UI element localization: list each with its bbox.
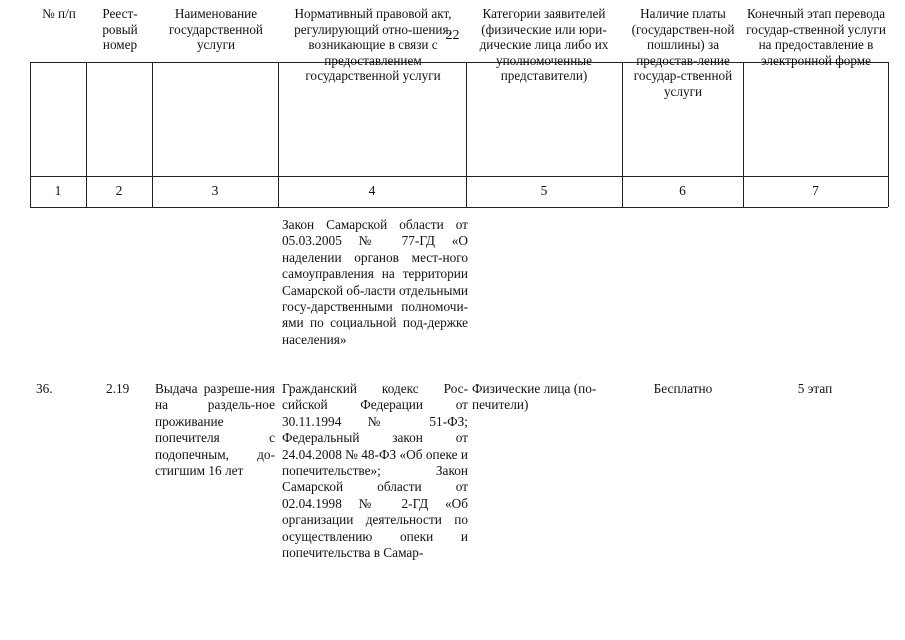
header-col-3: Наименование государственной услуги — [169, 6, 263, 53]
header-col-4: Нормативный правовой акт, регулирующий отно-шения, возникающие в связи с предоставлением государственной услуги — [294, 6, 452, 84]
page-number: 22 — [445, 28, 460, 43]
table-row — [0, 381, 905, 581]
legal-acts: Гражданский кодекс Рос-сийской Федерации от 30.11.1994 № 51-ФЗ; Федеральный закон от 24.04.2008 № 48-ФЗ «Об опеке и попечительстве»; Закон Самарской области от 02.04.1998 № 2-ГД «Об организации деятельности по осуществлению опеки и попечительства в Самар- — [282, 381, 468, 561]
header-col-5: Категории заявителей (физические или юри-дические лица либо их уполномоченные представители) — [479, 6, 609, 84]
header-col-6: Наличие платы (государствен-ной пошлины) за предостав-ление государ-ственной услуги — [631, 6, 735, 99]
column-number-7: 7 — [812, 183, 819, 198]
continued-legal-act: Закон Самарской области от 05.03.2005 № 77-ГД «О наделении органов мест-ного самоуправления на территории Самарской об-ласти отдельными госу-дарственными полномочи-ями по социальной под-держке населения» — [282, 217, 469, 347]
column-number-4: 4 — [368, 183, 376, 198]
service-name: Выдача разреше-ния на раздель-ное проживание попечителя с подопечным, до-стигшим 16 лет — [155, 381, 275, 479]
column-number-6: 6 — [679, 183, 686, 198]
header-col-7: Конечный этап перевода государ-ственной услуги на предоставление в электронной форме — [746, 6, 886, 68]
electronic-stage: 5 этап — [797, 381, 833, 396]
header-col-1: № п/п — [42, 6, 76, 21]
row-number: 36. — [36, 381, 53, 396]
column-number-5: 5 — [540, 183, 548, 198]
header-col-2: Реест-ровый номер — [102, 6, 138, 53]
fee-status: Бесплатно — [653, 381, 713, 396]
registry-number: 2.19 — [106, 381, 130, 396]
column-number-3: 3 — [211, 183, 219, 198]
column-number-1: 1 — [54, 183, 62, 198]
column-number-2: 2 — [115, 183, 123, 198]
applicant-categories: Физические лица (по-печители) — [472, 381, 597, 413]
